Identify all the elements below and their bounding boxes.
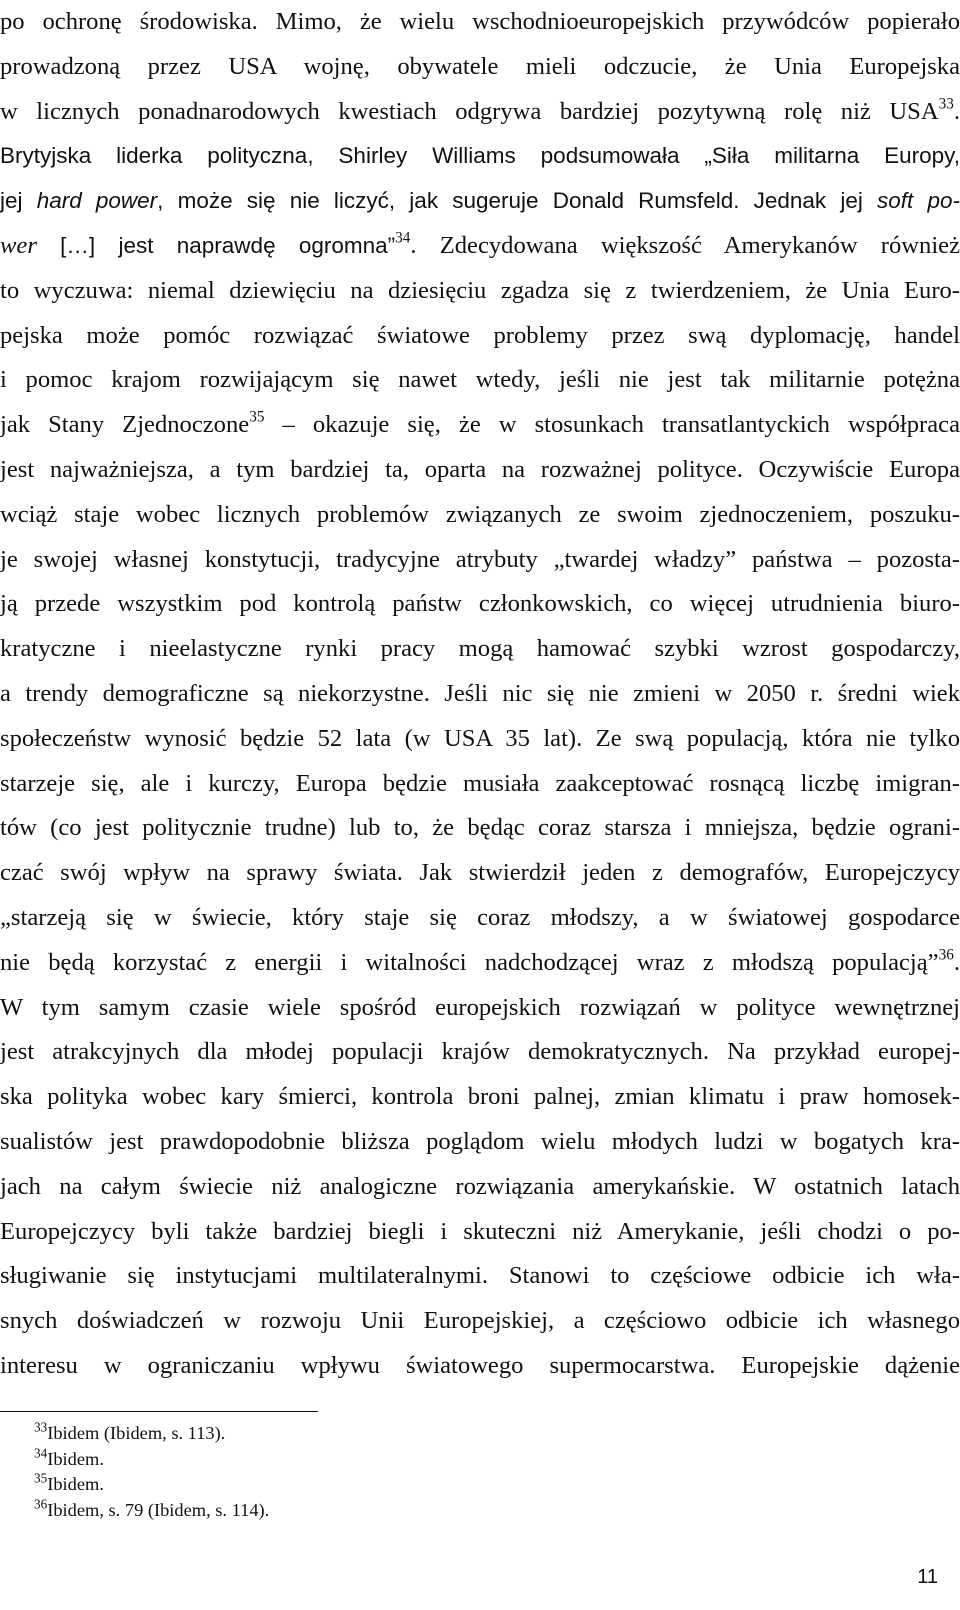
footnote-text: Ibidem (Ibidem, s. 113). bbox=[47, 1423, 226, 1443]
page-number: 11 bbox=[917, 1566, 938, 1588]
footnote-text: Ibidem, s. 79 (Ibidem, s. 114). bbox=[47, 1500, 270, 1521]
text-line: „starzeją się w świecie, który staje się coraz młodszy, a w światowej gospodarce bbox=[0, 903, 960, 931]
footnote-ref-34: 34 bbox=[395, 229, 411, 247]
footnote-number: 36 bbox=[34, 1496, 48, 1512]
text-line bbox=[0, 403, 960, 448]
term-soft-power: soft po- bbox=[877, 188, 960, 214]
text-line bbox=[0, 941, 960, 986]
text-line: czać swój wpływ na sprawy świata. Jak stwierdził jeden z demografów, Europejczycy bbox=[0, 859, 960, 887]
footnote-33 bbox=[34, 1421, 269, 1447]
text-line: społeczeństw wynosić będzie 52 lata (w USA 35 lat). Ze swą populacją, która nie tylko bbox=[0, 724, 960, 752]
footnote-ref-35: 35 bbox=[249, 408, 265, 426]
line-text: jej bbox=[0, 188, 37, 214]
text-line: prowadzoną przez USA wojnę, obywatele mieli odczucie, że Unia Europejska bbox=[0, 52, 960, 80]
footnote-ref-36: 36 bbox=[938, 946, 954, 964]
line-text: nie będą korzystać z energii i witalności nadchodzącej wraz z młodszą populacją” bbox=[0, 948, 939, 976]
text-line: Europejczycy byli także bardziej biegli i skuteczni niż Amerykanie, jeśli chodzi o po- bbox=[0, 1217, 960, 1245]
footnotes-list bbox=[34, 1421, 269, 1524]
footnote-34 bbox=[34, 1447, 269, 1473]
text-line: po ochronę środowiska. Mimo, że wielu wschodnioeuropejskich przywódców popierało bbox=[0, 8, 960, 35]
footnote-35 bbox=[34, 1472, 269, 1498]
footnote-ref-33: 33 bbox=[938, 95, 954, 113]
text-line: starzeje się, ale i kurczy, Europa będzie musiała zaakceptować rosnącą liczbę imigran- bbox=[0, 769, 960, 797]
text-line: W tym samym czasie wiele spośród europejskich rozwiązań w polityce wewnętrznej bbox=[0, 993, 960, 1021]
text-line: interesu w ograniczaniu wpływu światowego supermocarstwa. Europejskie dążenie bbox=[0, 1351, 960, 1379]
line-text: – okazuje się, że w stosunkach transatlantyckich współpraca bbox=[264, 411, 960, 439]
text-line: jest atrakcyjnych dla młodej populacji krajów demokratycznych. Na przykład europej- bbox=[0, 1038, 960, 1066]
footnote-separator bbox=[0, 1411, 318, 1412]
text-line: sługiwanie się instytucjami multilateralnymi. Stanowi to częściowe odbicie ich wła- bbox=[0, 1262, 960, 1290]
footnote-text: Ibidem. bbox=[47, 1474, 104, 1495]
line-text: . Zdecydowana większość Amerykanów również bbox=[410, 231, 960, 259]
quote-text: […] jest naprawdę ogromna” bbox=[36, 232, 396, 258]
text-line: to wyczuwa: niemal dziewięciu na dziesięciu zgadza się z twierdzeniem, że Unia Euro- bbox=[0, 276, 960, 304]
line-text: w licznych ponadnarodowych kwestiach odgrywa bardziej pozytywną rolę niż USA bbox=[0, 97, 939, 125]
footnote-number: 34 bbox=[34, 1445, 48, 1461]
text-line: Brytyjska liderka polityczna, Shirley Williams podsumowała „Siła militarna Europy, bbox=[0, 143, 960, 169]
term-hard-power: hard power bbox=[36, 188, 158, 214]
text-line: tów (co jest politycznie trudne) lub to, że będąc coraz starsza i mniejsza, będzie ograni- bbox=[0, 814, 960, 842]
text-line bbox=[0, 224, 960, 269]
footnote-number: 33 bbox=[34, 1419, 48, 1435]
line-text: . bbox=[953, 97, 960, 125]
text-line: sualistów jest prawdopodobnie bliższa poglądom wielu młodych ludzi w bogatych kra- bbox=[0, 1127, 960, 1155]
text-line: wciąż staje wobec licznych problemów związanych ze swoim zjednoczeniem, poszuku- bbox=[0, 500, 960, 528]
line-text: jak Stany Zjednoczone bbox=[0, 411, 250, 439]
text-line bbox=[0, 90, 960, 135]
text-line: snych doświadczeń w rozwoju Unii Europejskiej, a częściowo odbicie ich własnego bbox=[0, 1307, 960, 1335]
text-line: kratyczne i nieelastyczne rynki pracy mogą hamować szybki wzrost gospodarczy, bbox=[0, 635, 960, 663]
line-text: , może się nie liczyć, jak sugeruje Donald Rumsfeld. Jednak jej bbox=[157, 188, 878, 214]
line-text: . bbox=[953, 948, 960, 976]
text-line: pejska może pomóc rozwiązać światowe problemy przez swą dyplomację, handel bbox=[0, 321, 960, 349]
text-line: a trendy demograficzne są niekorzystne. Jeśli nic się nie zmieni w 2050 r. średni wiek bbox=[0, 679, 960, 707]
text-line: je swojej własnej konstytucji, tradycyjne atrybuty „twardej władzy” państwa – pozosta- bbox=[0, 545, 960, 573]
text-line: jach na całym świecie niż analogiczne rozwiązania amerykańskie. W ostatnich latach bbox=[0, 1172, 960, 1200]
text-line: jest najważniejsza, a tym bardziej ta, oparta na rozważnej polityce. Oczywiście Europa bbox=[0, 455, 960, 483]
text-line: ska polityka wobec kary śmierci, kontrola broni palnej, zmian klimatu i praw homosek- bbox=[0, 1083, 960, 1111]
footnote-text: Ibidem. bbox=[47, 1448, 104, 1469]
text-line: ją przede wszystkim pod kontrolą państw członkowskich, co więcej utrudnienia biuro- bbox=[0, 590, 960, 618]
footnote-36 bbox=[34, 1498, 269, 1524]
text-line bbox=[0, 179, 960, 224]
footnote-number: 35 bbox=[34, 1471, 48, 1487]
text-line: i pomoc krajom rozwijającym się nawet wtedy, jeśli nie jest tak militarnie potężna bbox=[0, 366, 960, 394]
term-soft-power-cont: wer bbox=[0, 231, 37, 259]
